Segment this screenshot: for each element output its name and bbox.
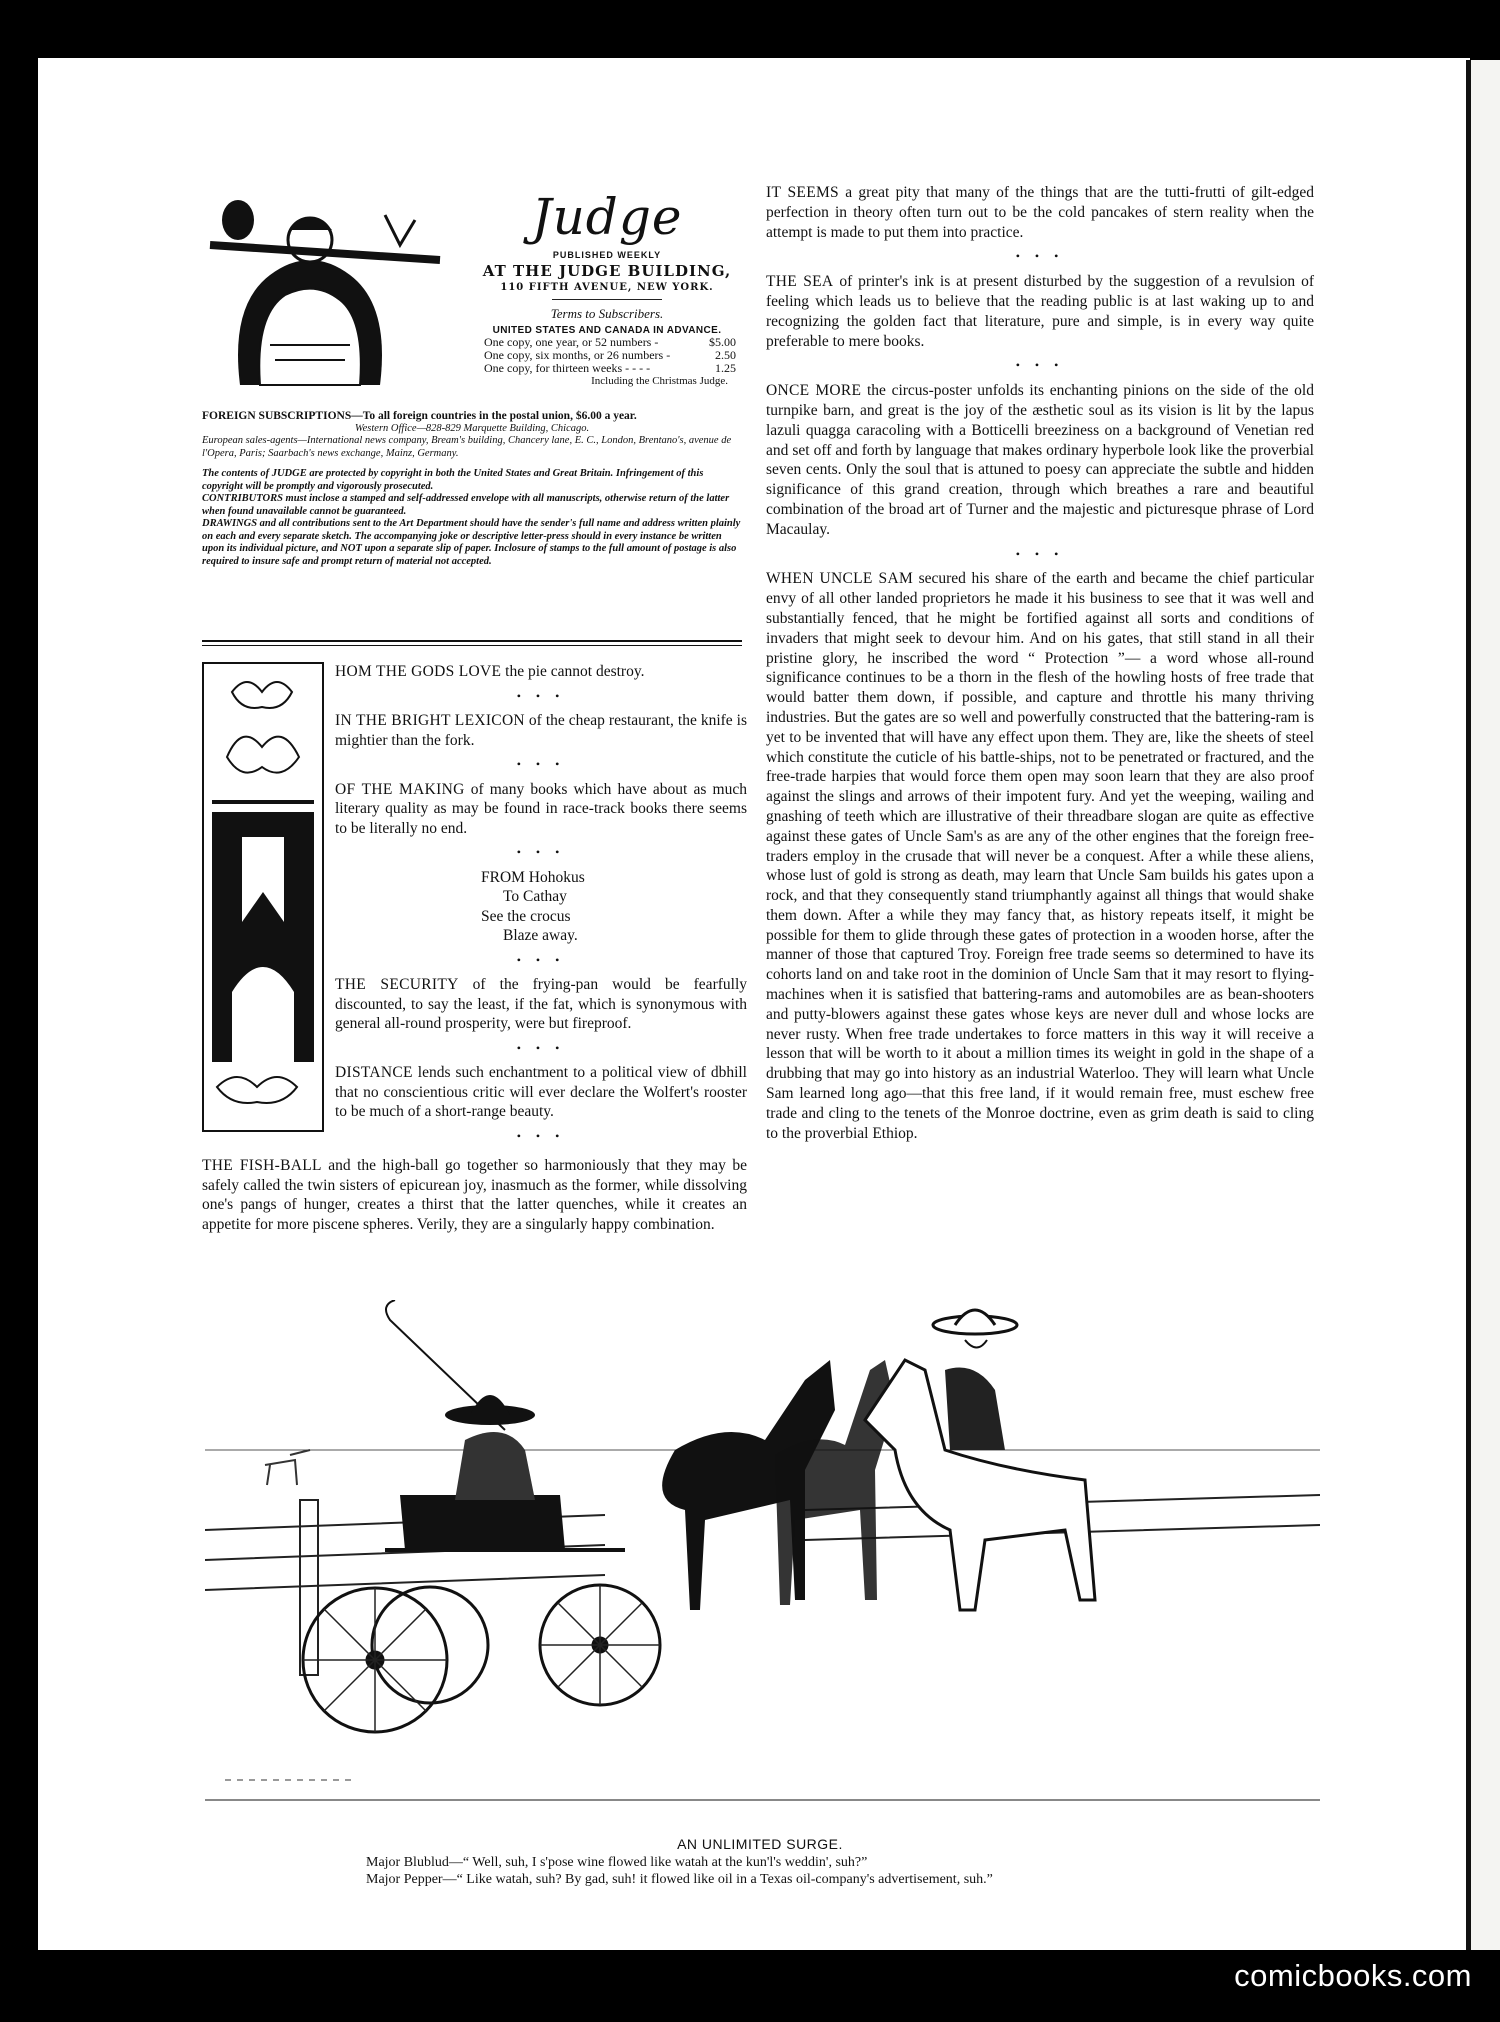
separator-dots: • • • bbox=[1015, 249, 1065, 264]
decorative-initial-w bbox=[202, 662, 324, 1132]
drawings-notice: DRAWINGS and all contributions sent to the Art Department should have the sender's full name and address written plainly on each and every separate sketch. The accompanying joke or descriptive letter-press should in every instance be written upon its individual picture, and NOT upon a separate slip of paper. Inclosure of stamps to the full amount of postage is also required to insure safe and prompt return of material not accepted. bbox=[202, 518, 741, 567]
separator-dots: • • • bbox=[516, 757, 566, 771]
paragraph: THE SECURITY of the frying-pan would be fearfully discounted, to say the least, if the fat, which is synonymous with general all-round prosperity, were but fireproof. bbox=[335, 976, 748, 1032]
judge-logo: Judge bbox=[531, 188, 683, 246]
section-rule bbox=[202, 640, 742, 646]
separator-dots: • • • bbox=[516, 845, 566, 859]
paragraph: IT SEEMS a great pity that many of the things that are the tutti-frutti of gilt-edged perfection in theory often turn out to be the cold pancakes of stern reality when the attempt is made to put them into practice. bbox=[766, 184, 1314, 241]
terms-heading: Terms to Subscribers. bbox=[550, 306, 664, 321]
separator-dots: • • • bbox=[516, 688, 566, 703]
western-office: Western Office—828-829 Marquette Building, Chicago. bbox=[354, 422, 590, 434]
separator-dots: • • • bbox=[1015, 546, 1065, 561]
paragraph: HOM THE GODS LOVE the pie cannot destroy. bbox=[335, 663, 645, 680]
paragraph: OF THE MAKING of many books which have about as much literary quality as may be found in race-track books there seems to be literally no end. bbox=[335, 780, 747, 837]
separator-dots: • • • bbox=[516, 952, 566, 967]
fish-ball-paragraph: THE FISH-BALL and the high-ball go together so harmoniously that they may be safely called the twin sisters of epicurean joy, inasmuch as the former, while dissolving one's pangs of hunger, creates a thirst that the latter quenches, while it creates an appetite for more piscene spheres. Verily, they are a singularly happy combination. bbox=[202, 1157, 747, 1233]
separator-dots: • • • bbox=[1015, 358, 1065, 373]
christmas-line: Including the Christmas Judge. bbox=[591, 375, 728, 387]
divider bbox=[552, 299, 662, 300]
european-agents: European sales-agents—International news company, Bream's building, Chancery lane, E. C., London, Brentano's, avenue de l'Opera, Paris; Saarbach's news exchange, Mainz, Germany. bbox=[202, 435, 732, 459]
poem: FROM Hohokus To Cathay See the crocus Blaze away. bbox=[481, 868, 585, 944]
subscription-notices bbox=[202, 410, 742, 568]
paragraph: IN THE BRIGHT LEXICON of the cheap restaurant, the knife is mightier than the fork. bbox=[335, 712, 748, 749]
left-column bbox=[335, 662, 747, 1151]
address-line: 110 FIFTH AVENUE, NEW YORK. bbox=[500, 282, 714, 293]
paragraph: DISTANCE lends such enchantment to a political view of dbhill that no conscientious critic will ever declare the Wolfert's rooster to be much of a short-range beauty. bbox=[335, 1064, 747, 1120]
foreign-subscriptions: FOREIGN SUBSCRIPTIONS—To all foreign countries in the postal union, $6.00 a year. bbox=[202, 410, 637, 422]
watermark: comicbooks.com bbox=[1234, 1958, 1472, 1993]
separator-dots: • • • bbox=[516, 1040, 566, 1055]
masthead bbox=[472, 188, 742, 387]
contributors-notice: CONTRIBUTORS must inclose a stamped and self-addressed envelope with all manuscripts, otherwise return of the latter when found unavailable cannot be guaranteed. bbox=[202, 493, 730, 517]
paragraph: THE SEA of printer's ink is at present disturbed by the suggestion of a revulsion of feeling which leads us to believe that the reading public is at last waking up to and recognizing the golden fact that literature, pure and simple, is in every way quite preferable to mere books. bbox=[766, 273, 1314, 350]
separator-dots: • • • bbox=[516, 1128, 566, 1143]
next-page-edge bbox=[1466, 60, 1500, 1950]
cartoon-caption bbox=[366, 1854, 993, 1888]
published-weekly: PUBLISHED WEEKLY bbox=[552, 250, 662, 260]
caption-line: Major Pepper—“ Like watah, suh? By gad, suh! it flowed like oil in a Texas oil-company's advertisement, suh.” bbox=[366, 1872, 993, 1887]
us-canada-line: UNITED STATES AND CANADA IN ADVANCE. bbox=[492, 325, 722, 336]
price-row: One copy, six months, or 26 numbers - 2.50 bbox=[484, 348, 736, 362]
cartoon-title: AN UNLIMITED SURGE. bbox=[677, 1836, 843, 1852]
caption-line: Major Blublud—“ Well, suh, I s'pose wine flowed like watah at the kun'l's weddin', suh?” bbox=[366, 1855, 868, 1870]
paragraph: WHEN UNCLE SAM secured his share of the earth and became the chief particular envy of all other landed proprietors he made it his business to see that it was well and substantially fenced, that he might be fortified against all sorts and conditions of invaders that might seek to devour him. And on his gates, that still stand in all their pristine glory, he inscribed the word “ Protection ”— a word whose all-round significance continues to be a thorn in the flesh of the howling hosts of free trade that would batter them down, if possible, and capture and throttle his many thriving industries. But the gates are so well and powerfully constructed that the battering-ram is yet to be invented that will have any effect upon them. They are, like the sheets of steel which constitute the cuticle of his battle-ships, not to be penetrated or fractured, and the free-trade harpies that would force them open may soon learn that they are also proof against the slings and arrows of their impotent fury. And yet the weeping, wailing and gnashing of teeth which are illustrative of their threadbare slogan are quite as effective against these gates of Uncle Sam's as are any of the other engines that the foreign free-traders employ in the crusade that will never be a conquest. After a while these aliens, whose lust of gold is strong as death, may learn that Uncle Sam builds his gates upon a rock, and that they consequently stand triumphantly against all things that would shake them down. After a while they may fancy that, as history repeats itself, it might be possible for them to glide through these gates of protection in a wooden horse, after the manner of those that captured Troy. Foreign free trade seems so determined to have its cohorts land on and take root in the dominion of Uncle Sam that it may resort to flying-machines when it is satisfied that battering-rams and automobiles are as bean-shooters and putty-blowers against these gates whose keys are never dull and whose locks are never rusty. When free trade undertakes to force matters in this way it will receive a lesson that will be worth to it about a million times its weight in gold in the shape of a drubbing that may go into history as an industrial Waterloo. They will learn what Uncle Sam learned long ago—that this free land, if it would remain free, must eschew free trade and cling to the tenets of the Monroe doctrine, even as grim death is said to cling to the proverbial Ethiop. bbox=[766, 570, 1314, 1142]
paragraph: ONCE MORE the circus-poster unfolds its enchanting pinions on the side of the old turnpike barn, and great is the joy of the æsthetic soul as its vision is lit by the lapus lazuli quagga caracoling with a Botticelli breeziness on a background of Venetian red and set off and forth by language that makes ordinary hyperbole look like the proverbial seven cents. Only the soul that is attuned to poesy can appreciate the subtle and hidden significance of this grand creation, through which breathes a rare and beautiful combination of the broad art of Turner and the majestic and picturesque phrase of Lord Macaulay. bbox=[766, 382, 1314, 538]
right-column bbox=[766, 183, 1314, 1143]
copyright-notice: The contents of JUDGE are protected by copyright in both the United States and Great Britain. Infringement of this copyright will be promptly and vigorously prosecuted. bbox=[202, 468, 704, 492]
cartoon-illustration bbox=[205, 1300, 1320, 1805]
building-line: AT THE JUDGE BUILDING, bbox=[482, 262, 732, 280]
price-row: One copy, for thirteen weeks - - - - 1.25 bbox=[484, 361, 736, 375]
price-row: One copy, one year, or 52 numbers - $5.00 bbox=[484, 335, 736, 349]
masthead-illustration bbox=[200, 185, 450, 400]
